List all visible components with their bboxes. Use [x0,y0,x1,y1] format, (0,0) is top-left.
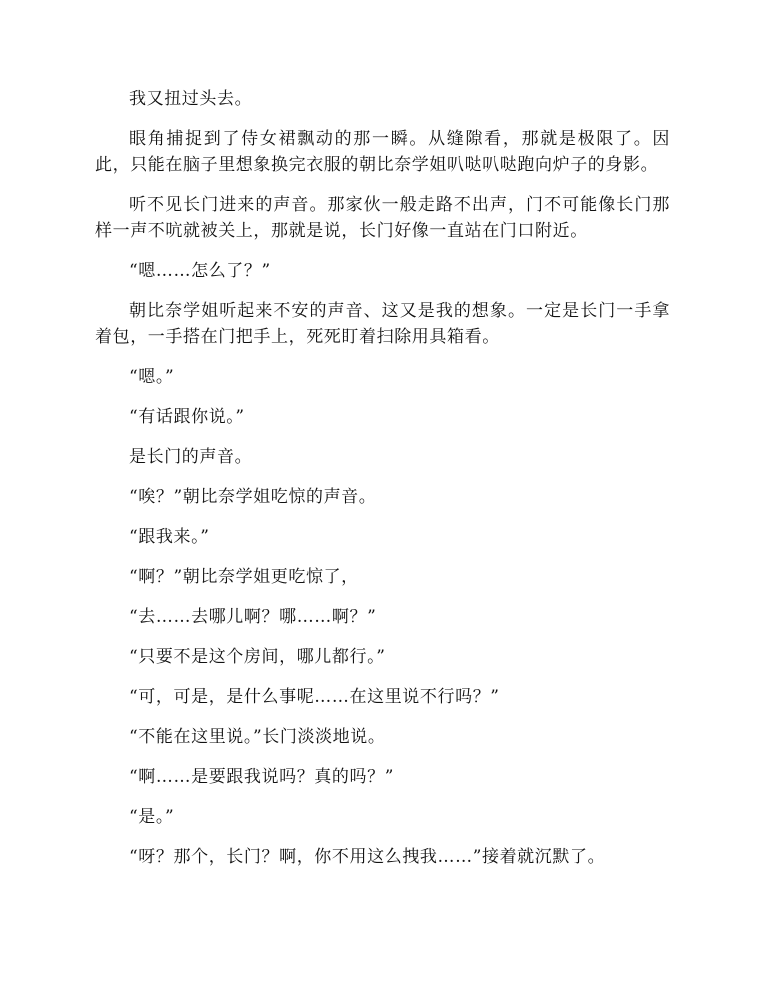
paragraph: “是。” [129,807,175,827]
paragraph: 是长门的声音。 [129,447,253,467]
paragraph: “唉？”朝比奈学姐吃惊的声音。 [129,487,377,507]
paragraph: “去……去哪儿啊？哪……啊？” [129,607,377,627]
paragraph: “嗯……怎么了？” [129,261,271,281]
paragraph: “跟我来。” [129,527,210,547]
paragraph: “不能在这里说。”长门淡淡地说。 [129,727,386,747]
paragraph: “只要不是这个房间，哪儿都行。” [129,647,386,667]
paragraph: 朝比奈学姐听起来不安的声音、这又是我的想象。一定是长门一手拿着包，一手搭在门把手上，死死盯着扫除用具箱看。 [95,301,670,347]
paragraph: “啊？”朝比奈学姐更吃惊了， [129,567,359,587]
paragraph: 眼角捕捉到了侍女裙飘动的那一瞬。从缝隙看，那就是极限了。因此，只能在脑子里想象换完衣服的朝比奈学姐叭哒叭哒跑向炉子的身影。 [95,129,670,175]
paragraph: “有话跟你说。” [129,407,245,427]
paragraph: “啊……是要跟我说吗？真的吗？” [129,767,394,787]
paragraph: “嗯。” [129,367,175,387]
paragraph: 我又扭过头去。 [129,89,253,109]
paragraph: “呀？那个，长门？啊，你不用这么拽我……”接着就沉默了。 [129,847,606,867]
paragraph: 听不见长门进来的声音。那家伙一般走路不出声，门不可能像长门那样一声不吭就被关上，那就是说，长门好像一直站在门口附近。 [95,195,670,241]
paragraph: “可，可是，是什么事呢……在这里说不行吗？” [129,687,500,707]
